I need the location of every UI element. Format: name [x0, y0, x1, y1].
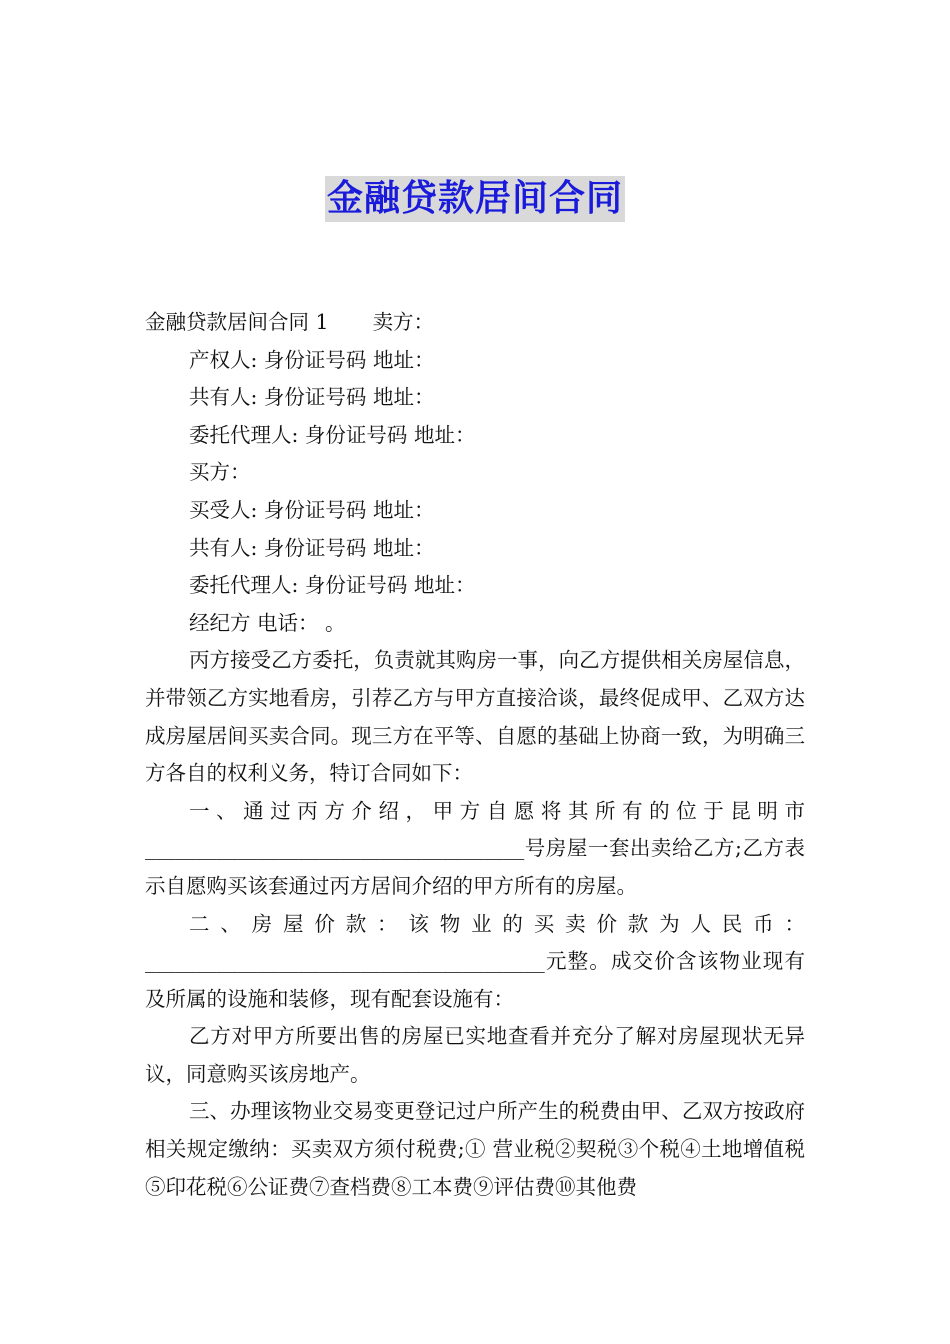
document-title: 金融贷款居间合同 — [325, 176, 625, 222]
clause-2-blank-2: ________________________ — [298, 949, 545, 974]
contract-number: 金融贷款居间合同 1 — [145, 310, 329, 334]
party-co-owner-seller: 共有人: 身份证号码 地址： — [189, 385, 435, 410]
party-buyer: 买受人: 身份证号码 地址： — [189, 497, 435, 522]
clause-3: 三、办理该物业交易变更登记过户所产生的税费由甲、乙双方按政府相关规定缴纳：买卖双方须付税费;① 营业税②契税③个税④土地增值税⑤印花税⑥公证费⑦查档费⑧工本费⑨评估费⑩其他费 — [145, 1099, 805, 1199]
party-agent-buyer: 委托代理人: 身份证号码 地址： — [189, 573, 476, 598]
clause-1-blank-1: _________ — [145, 836, 238, 861]
clause-1-text-b: 号房屋一套出卖给乙方;乙方表示自愿购买该套通过丙方居间介绍的甲方所有的房屋。 — [145, 836, 805, 898]
heading-line — [145, 304, 805, 342]
document-body — [145, 304, 805, 1206]
clause-2-blank-1: _______________ — [145, 949, 299, 974]
party-owner: 产权人: 身份证号码 地址： — [189, 347, 435, 372]
clause-1-text-a: 一、通过丙方介绍，甲方自愿将其所有的位于昆明市 — [189, 798, 805, 823]
party-co-owner-buyer: 共有人: 身份证号码 地址： — [189, 535, 435, 560]
seller-label: 卖方： — [372, 310, 435, 334]
clause-2-text-a: 二、房屋价款：该物业的买卖价款为人民币： — [189, 911, 805, 936]
party-broker: 经纪方 电话： 。 — [189, 610, 346, 635]
clause-2-text-b: 元整。成交价含该物业现有及所属的设施和装修，现有配套设施有： — [145, 949, 805, 1011]
inspection-paragraph: 乙方对甲方所要出售的房屋已实地查看并充分了解对房屋现状无异议，同意购买该房地产。 — [145, 1024, 805, 1086]
title-wrap — [0, 176, 950, 222]
clause-2 — [145, 906, 805, 1019]
clause-1 — [145, 793, 805, 906]
party-agent-seller: 委托代理人: 身份证号码 地址： — [189, 422, 476, 447]
buyer-label: 买方： — [189, 460, 251, 485]
intro-paragraph: 丙方接受乙方委托，负责就其购房一事，向乙方提供相关房屋信息，并带领乙方实地看房，引荐乙方与甲方直接洽谈，最终促成甲、乙双方达成房屋居间买卖合同。现三方在平等、自愿的基础上协商一致，为明确三方各自的权利义务，特订合同如下： — [145, 648, 805, 786]
clause-1-blank-2: ____________________________ — [237, 836, 525, 861]
